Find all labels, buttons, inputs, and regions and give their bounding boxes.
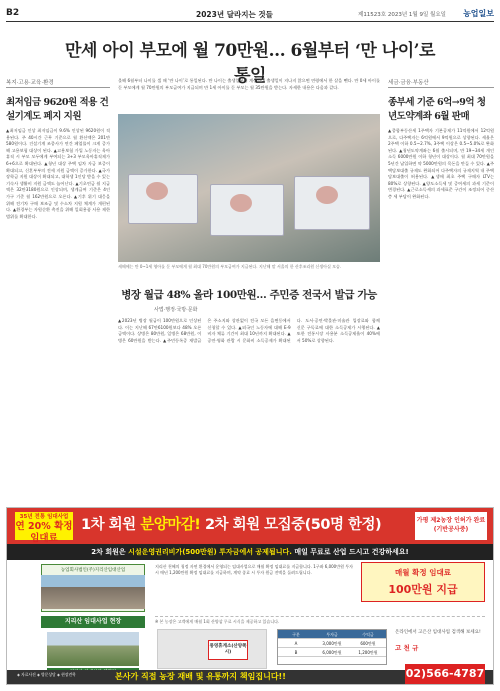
- page-number: B2: [6, 8, 20, 18]
- ad-banner: [7, 508, 493, 544]
- center-intro-body: 올해 6월부터 나이를 셀 때 ‘만 나이’로 통일된다. 만 나이는 출생일부터 계산하며 출생일이 지나지 않으면 연령에서 한 살을 뺀다. 만 0세 아이를 둔 부모에게 월 70만원의 부모급여가 지급되며 만 1세 아이를 둔 부모는 월 35만원을 받는다. 자세한 내용은 다음과 같다.: [118, 78, 380, 90]
- ad-farm-photo: 농업회사법인(주)지리산임대산업: [41, 564, 145, 612]
- ad-field-image: [47, 632, 139, 666]
- ad-contact: 온라인에서 고은산 임대사업 검색해 보세요! 고 천 규: [395, 630, 481, 652]
- ad-body-text: 지리산 천혜의 청정 자연 환경에서 운영되는 임대사업으로 매월 확정 임대료를 지급합니다. 1구좌 6,000만원 투자 시 매년 1,200만원 확정 임대료를 지급하며, 계약 종료 시 투자 원금 전액을 돌려드립니다.: [155, 564, 353, 575]
- ad-badge: 35년 전통 임대사업 연 20% 확정임대료: [15, 514, 73, 544]
- left-article-title: 최저임금 9620원 적용 건설기계도 페지 지원: [6, 97, 109, 122]
- center-article-body: ▲2023년 병장 월급이 100만원으로 인상된다. 이는 지난해 67만6100원보다 48% 오른 금액이다. 상병은 80만원, 일병은 68만원, 이병은 60만원을 받는다. ▲주민등록증 재발급은 주소지와 상관없이 전국 모든 읍면동에서 신청할 수 있다. ▲외국인 노동자에 대해 E-9 비자 체류 기간이 최대 10년까지 확대된다. ▲공연·영화 관람 시 문화비 소득공제가 확대된다. 도서·공연·박물관·미술관 입장료와 함께 신문 구독료에 대한 소득공제가 시행된다. ▲또한 전통시장 사용분 소득공제율이 40%에서 50%로 상향된다.: [118, 318, 380, 343]
- right-section-tag: 세금·금융·부동산: [388, 78, 494, 88]
- ad-note: ※ 본 농장은 고객에게 매월 1회 산양삼 무료 시식을 제공하고 있습니다.: [155, 616, 485, 626]
- ad-highlight-box: 매월 확정 임대료 100만원 지급: [361, 562, 485, 602]
- ad-footer: [7, 667, 493, 684]
- main-headline: 만세 아이 부모에 월 70만원… 6월부터 ‘만 나이’로 통일: [65, 41, 435, 86]
- ad-main-heading: 1차 회원 분양마감! 2차 회원 모집중(50명 한정): [81, 517, 382, 533]
- left-section-tag: 복지·고용·교육·환경: [6, 78, 110, 88]
- ad-footer-info: ◈ 자료사진 ◈ 방문상담 ◈ 현장견학: [17, 672, 76, 677]
- left-article-body: ▲최저임금 인상 최저임금이 9.6% 인상된 9620원이 적용된다. 주 40시간 근무 기준으로 월 환산액은 201만580원이다. 건설기계 조종사가 연간 페업률이 크게 증가해 고용보험 대상이 된다. ▲고용보험 가입 노동자는 육아휴직 시 부모 모두에게 부여되는 3+3 부모육아휴직제가 6+6으로 확대된다. ▲청년 대상 주택 임차 자금 보증이 확대되고, 신혼부부의 전세 지원 금액이 증가한다. ▲국가장학금 지원 대상이 확대되고, 대학생 1인당 받을 수 있는 기숙사 생활비 지원 금액도 늘어난다. ▲기초연금 월 지급액은 32만3180원으로 인상되며, 생계급여 기준은 4인 가구 기준 월 162만원으로 오른다. ▲기후 위기 대응을 위해 전기차 구매 보조금 및 수소차 지원 체계가 개편된다. ▲환경부는 자원순환 촉진을 위해 일회용품 사용 제한 범위를 확대한다.: [6, 128, 110, 219]
- ad-phone[interactable]: 02)566-4787: [405, 664, 485, 684]
- right-article-title: 종부세 기준 6억→9억 청년도약계좌 6월 판매: [388, 97, 486, 122]
- center-article-title: 병장 월급 48% 올라 100만원… 주민증 전국서 발급 가능: [121, 289, 377, 301]
- newspaper-logo: 농업일보: [463, 9, 494, 18]
- center-section-tag: 사법·행정·국방·문화: [154, 307, 198, 313]
- ad-site-label: 지리산 임대사업 현장: [41, 616, 145, 628]
- ad-footer-slogan: 본사가 직접 농장 재배 및 유통까지 책임집니다!!: [115, 672, 286, 681]
- section-title: 2023년 달라지는 것들: [196, 10, 273, 19]
- ad-subheading: 2차 회원은 시설운영권리비가(500만원) 투자금에서 공제됩니다. 매일 무료로 산업 드시고 건강하세요!: [7, 544, 493, 560]
- ad-right-badge: 가평 제2농장 인허가 완료(기반공사중): [415, 512, 487, 540]
- right-article-body: ▲종합부동산세 1주택자 기본공제가 11억원에서 12억원으로, 다주택자는 6억원에서 9억원으로 상향된다. 세율은 2주택 이하 0.5~2.7%, 3주택 이상은 0.5~5.0%로 완화된다. ▲청년도약계좌는 6월 출시되며, 만 19~34세 개인소득 6000만원 이하 청년이 대상이다. 월 최대 70만원을 5년간 납입하면 약 5000만원의 목돈을 만들 수 있다. ▲주택담보대출 규제도 완화되어 다주택자의 규제지역 내 주택담보대출이 허용된다. ▲생애 최초 주택 구매자 LTV는 80%로 상향된다. ▲양도소득세 및 증여세의 과세 기준이 변경된다. ▲근로소득세의 과세표준 구간이 조정되어 중산층 세 부담이 완화된다.: [388, 128, 494, 199]
- issue-date: 제11523호 2023년 1월 9일 월요일: [358, 12, 446, 18]
- ad-map-label: 통영휴게소(산양쪽시): [208, 640, 248, 660]
- nursery-photo: [118, 114, 380, 262]
- advertisement: [6, 507, 494, 685]
- photo-caption: 새해에는 만 0~1세 영아를 둔 부모에게 월 최대 70만원의 부모급여가 지급된다. 지난해 말 서울의 한 산후조리원 신생아실 모습.: [118, 264, 342, 269]
- ad-map: [157, 629, 267, 669]
- page-header: [6, 6, 494, 22]
- ad-return-table: 구분 투자금 수익금 A 3,000만원 600만원 B 6,000만원 1,200만원: [277, 629, 387, 665]
- ad-farm-image: [41, 575, 145, 609]
